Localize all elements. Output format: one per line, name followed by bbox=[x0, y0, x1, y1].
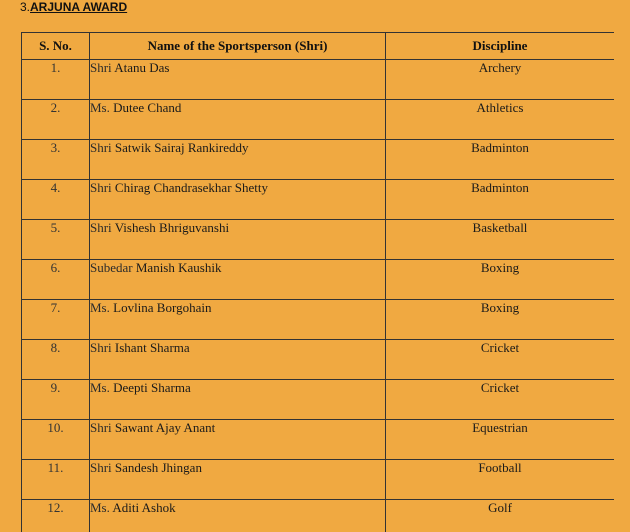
name-prefix: Shri bbox=[90, 420, 115, 435]
serial-number: 6. bbox=[22, 260, 90, 300]
name-prefix: Shri bbox=[90, 180, 115, 195]
name-text: Dutee Chand bbox=[113, 100, 181, 115]
column-header-sno: S. No. bbox=[22, 33, 90, 60]
name-text: Satwik Sairaj Rankireddy bbox=[115, 140, 249, 155]
sportsperson-name bbox=[90, 100, 386, 140]
arjuna-award-table bbox=[21, 32, 614, 532]
table-row bbox=[22, 220, 615, 260]
serial-number: 5. bbox=[22, 220, 90, 260]
serial-number: 12. bbox=[22, 500, 90, 532]
sportsperson-name bbox=[90, 60, 386, 100]
table-row bbox=[22, 260, 615, 300]
serial-number: 11. bbox=[22, 460, 90, 500]
table-row bbox=[22, 300, 615, 340]
name-text: Lovlina Borgohain bbox=[113, 300, 211, 315]
section-number: 3. bbox=[20, 0, 30, 14]
sportsperson-name bbox=[90, 300, 386, 340]
discipline: Boxing bbox=[386, 260, 615, 300]
serial-number: 7. bbox=[22, 300, 90, 340]
sportsperson-name bbox=[90, 380, 386, 420]
serial-number: 4. bbox=[22, 180, 90, 220]
name-text: Atanu Das bbox=[114, 60, 169, 75]
discipline: Badminton bbox=[386, 140, 615, 180]
sportsperson-name bbox=[90, 340, 386, 380]
section-heading bbox=[20, 0, 127, 14]
serial-number: 10. bbox=[22, 420, 90, 460]
name-prefix: Shri bbox=[90, 460, 115, 475]
sportsperson-name bbox=[90, 260, 386, 300]
serial-number: 9. bbox=[22, 380, 90, 420]
serial-number: 2. bbox=[22, 100, 90, 140]
name-text: Ishant Sharma bbox=[115, 340, 190, 355]
name-text: Manish Kaushik bbox=[136, 260, 222, 275]
serial-number: 8. bbox=[22, 340, 90, 380]
sportsperson-name bbox=[90, 460, 386, 500]
name-prefix: Shri bbox=[90, 60, 114, 75]
table-row bbox=[22, 140, 615, 180]
name-prefix: Shri bbox=[90, 220, 115, 235]
sportsperson-name bbox=[90, 220, 386, 260]
table-header-row bbox=[22, 33, 615, 60]
name-prefix: Subedar bbox=[90, 260, 136, 275]
serial-number: 1. bbox=[22, 60, 90, 100]
discipline: Boxing bbox=[386, 300, 615, 340]
name-text: Chirag Chandrasekhar Shetty bbox=[115, 180, 268, 195]
column-header-discipline: Discipline bbox=[386, 33, 615, 60]
award-table-container bbox=[21, 32, 614, 532]
name-text: Deepti Sharma bbox=[113, 380, 191, 395]
discipline: Football bbox=[386, 460, 615, 500]
discipline: Equestrian bbox=[386, 420, 615, 460]
discipline: Athletics bbox=[386, 100, 615, 140]
column-header-name: Name of the Sportsperson (Shri) bbox=[90, 33, 386, 60]
table-row bbox=[22, 60, 615, 100]
sportsperson-name bbox=[90, 140, 386, 180]
name-text: Sawant Ajay Anant bbox=[115, 420, 215, 435]
discipline: Cricket bbox=[386, 380, 615, 420]
name-prefix: Ms. bbox=[90, 380, 113, 395]
table-row bbox=[22, 420, 615, 460]
name-prefix: Shri bbox=[90, 140, 115, 155]
discipline: Archery bbox=[386, 60, 615, 100]
table-row bbox=[22, 180, 615, 220]
name-text: Aditi Ashok bbox=[112, 500, 175, 515]
table-row bbox=[22, 340, 615, 380]
table-row bbox=[22, 460, 615, 500]
table-row bbox=[22, 380, 615, 420]
section-title: ARJUNA AWARD bbox=[30, 0, 127, 14]
sportsperson-name bbox=[90, 180, 386, 220]
discipline: Badminton bbox=[386, 180, 615, 220]
sportsperson-name bbox=[90, 420, 386, 460]
serial-number: 3. bbox=[22, 140, 90, 180]
discipline: Cricket bbox=[386, 340, 615, 380]
name-prefix: Ms. bbox=[90, 500, 112, 515]
discipline: Basketball bbox=[386, 220, 615, 260]
name-prefix: Ms. bbox=[90, 300, 113, 315]
name-text: Sandesh Jhingan bbox=[115, 460, 202, 475]
table-row bbox=[22, 100, 615, 140]
name-text: Vishesh Bhriguvanshi bbox=[115, 220, 229, 235]
name-prefix: Ms. bbox=[90, 100, 113, 115]
name-prefix: Shri bbox=[90, 340, 115, 355]
discipline: Golf bbox=[386, 500, 615, 532]
